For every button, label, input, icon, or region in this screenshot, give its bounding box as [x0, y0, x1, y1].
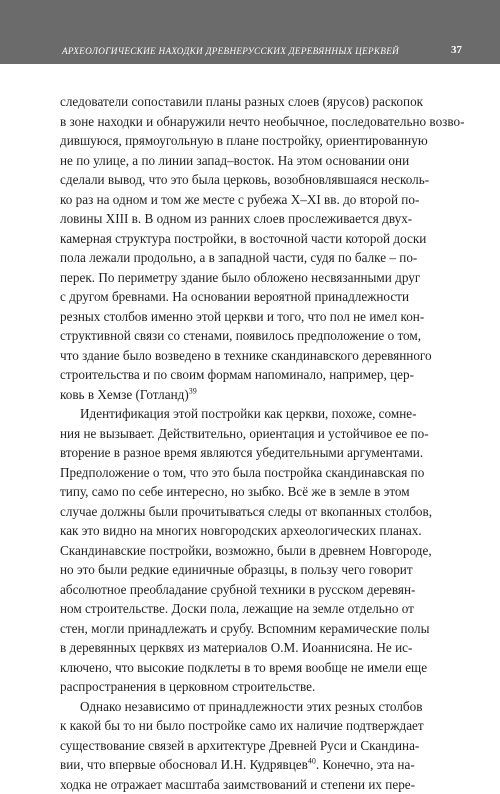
text-line: ния не вызывает. Действительно, ориентация и устойчивое ее по- — [60, 424, 430, 444]
text-line: дившуюся, прямоугольную в плане постройку, ориентированную — [60, 131, 430, 151]
text-line: вторение в разное время являются убедительными аргументами. — [60, 443, 430, 463]
text-line: сделали вывод, что это была церковь, возобновлявшаяся несколь- — [60, 170, 430, 190]
text-line: типу, само по себе интересно, но зыбко. Всё же в земле в этом — [60, 482, 430, 502]
text-line: в зоне находки и обнаружили нечто необычное, последовательно возво- — [60, 112, 430, 132]
header-band — [0, 0, 500, 64]
text-line: но это были редкие единичные образцы, в пользу чего говорит — [60, 560, 430, 580]
paragraph-first-line: Однако независимо от принадлежности этих резных столбов — [60, 697, 430, 717]
text-line: ном строительстве. Доски пола, лежащие на земле отдельно от — [60, 599, 430, 619]
text-line: камерная структура постройки, в восточной части которой доски — [60, 229, 430, 249]
text-line: случае должны были прочитываться следы от вкопанных столбов, — [60, 502, 430, 522]
text-line: Скандинавские постройки, возможно, были в древнем Новгороде, — [60, 541, 430, 561]
text-line: ко раз на одном и том же месте с рубежа X–XI вв. до второй по- — [60, 190, 430, 210]
text-line: не по улице, а по линии запад–восток. На этом основании они — [60, 151, 430, 171]
text-line: стен, могли принадлежать и срубу. Вспомним керамические полы — [60, 619, 430, 639]
text-line: пола лежали продольно, а в западной части, судя по балке – по- — [60, 248, 430, 268]
text-line: как это видно на многих новгородских археологических планах. — [60, 521, 430, 541]
text-line — [60, 755, 430, 775]
body-text — [60, 92, 430, 794]
page-number: 37 — [451, 44, 462, 56]
text-line: в деревянных церквях из материалов О.М. Иоаннисяна. Не ис- — [60, 638, 430, 658]
text-line: перек. По периметру здание было обложено несвязанными друг — [60, 268, 430, 288]
text-line: резных столбов именно этой церкви и того, что пол не имел кон- — [60, 307, 430, 327]
text-line: ходка не отражает масштаба заимствований и степени их пере- — [60, 775, 430, 794]
paragraph-first-line: Идентификация этой постройки как церкви, похоже, сомне- — [60, 404, 430, 424]
text-line-segment: вии, что впервые обосновал И.Н. Кудрявцев — [60, 757, 308, 772]
text-line: ловины XIII в. В одном из ранних слоев прослеживается двух- — [60, 209, 430, 229]
text-line-segment: . Конечно, эта на- — [316, 757, 415, 772]
text-line: абсолютное преобладание срубной техники в русском деревян- — [60, 580, 430, 600]
text-line: существование связей в архитектуре Древней Руси и Скандина- — [60, 736, 430, 756]
text-line: что здание было возведено в технике скандинавского деревянного — [60, 346, 430, 366]
footnote-ref: 39 — [189, 386, 197, 395]
text-line: с другом бревнами. На основании вероятной принадлежности — [60, 287, 430, 307]
running-head: АРХЕОЛОГИЧЕСКИЕ НАХОДКИ ДРЕВНЕРУССКИХ ДЕРЕВЯННЫХ ЦЕРКВЕЙ — [62, 46, 399, 56]
text-line: строительства и по своим формам напоминало, например, цер- — [60, 365, 430, 385]
text-line: следователи сопоставили планы разных слоев (ярусов) раскопок — [60, 92, 430, 112]
footnote-ref: 40 — [308, 757, 316, 766]
text-line: Предположение о том, что это была постройка скандинавская по — [60, 463, 430, 483]
text-line: распространения в церковном строительстве. — [60, 677, 430, 697]
text-line — [60, 385, 430, 405]
text-line: ключено, что высокие подклеты в то время вообще не имели еще — [60, 658, 430, 678]
text-line: структивной связи со стенами, появилось предположение о том, — [60, 326, 430, 346]
text-line-segment: ковь в Хемзе (Готланд) — [60, 387, 189, 402]
text-line: к какой бы то ни было постройке само их наличие подтверждает — [60, 716, 430, 736]
